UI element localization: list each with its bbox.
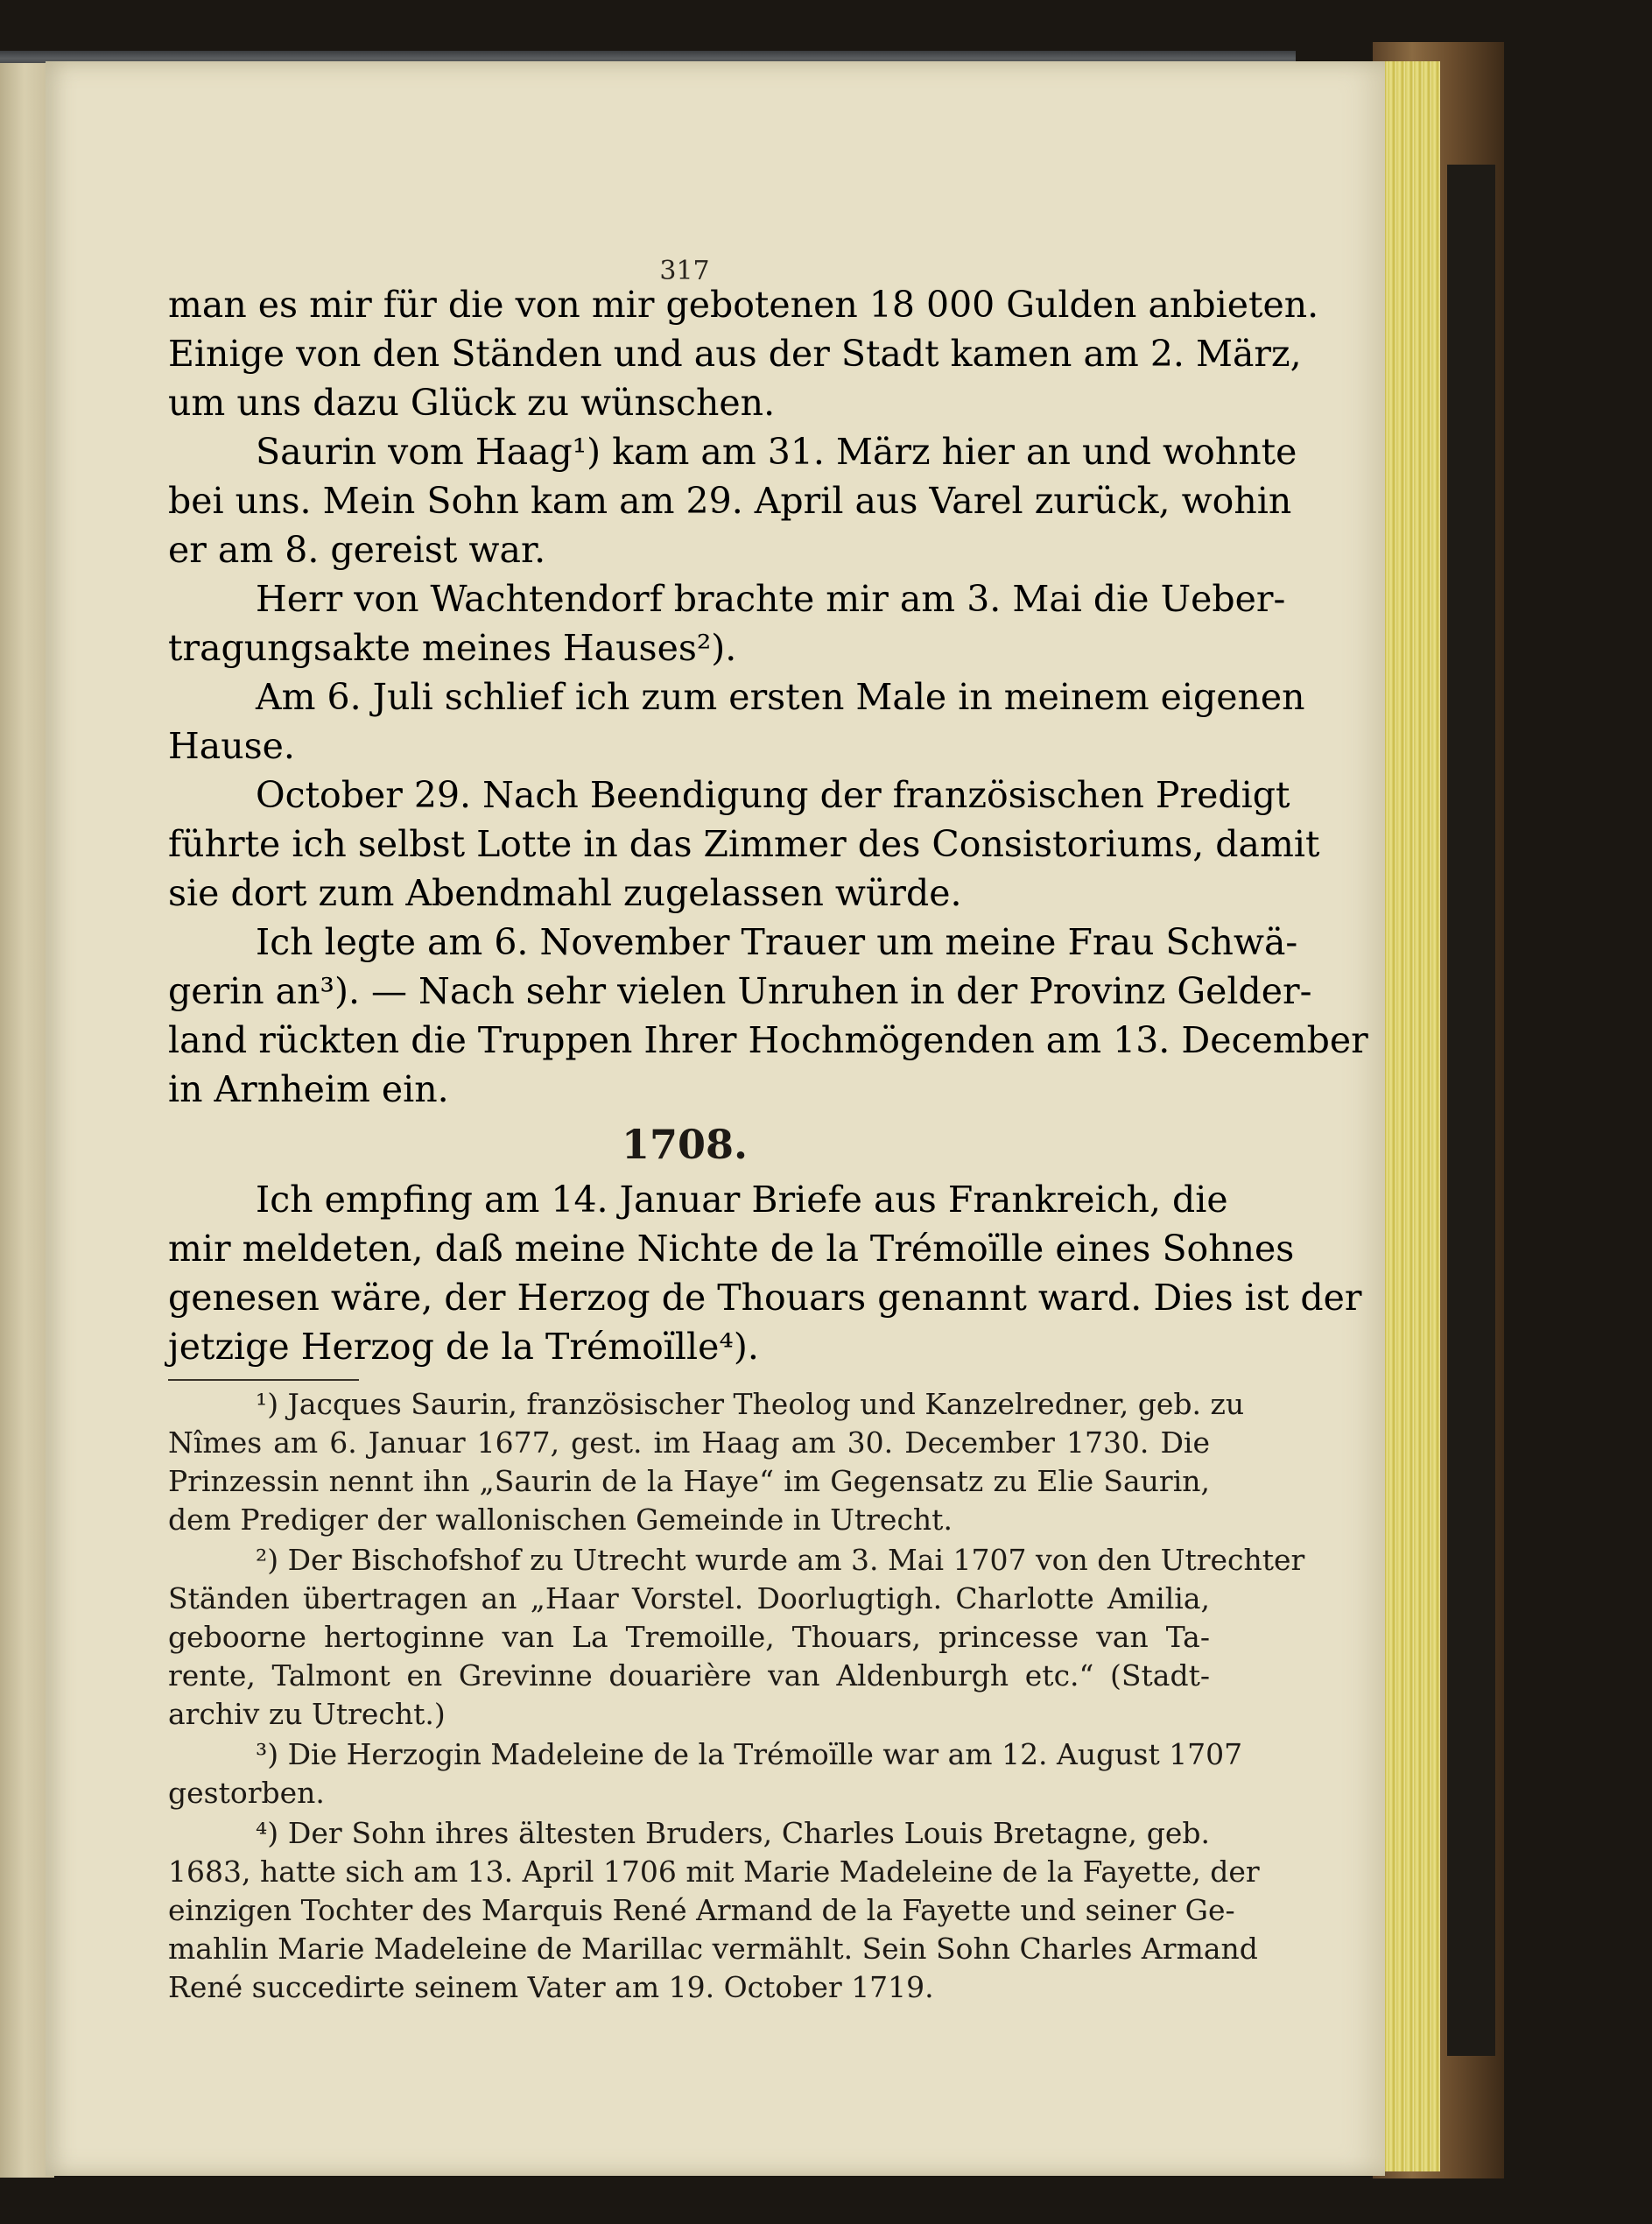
body-line: genesen wäre, der Herzog de Thouars genannt ward. Dies ist der — [168, 1277, 1362, 1319]
gilt-page-edges — [1379, 61, 1440, 2171]
body-line: mir meldeten, daß meine Nichte de la Trémoïlle eines Sohnes — [168, 1228, 1295, 1270]
body-line: tragungsakte meines Hauses²). — [168, 627, 737, 669]
footnote-line: ²) Der Bischofshof zu Utrecht wurde am 3. Mai 1707 von den Utrechter — [256, 1543, 1305, 1577]
page-number: 317 — [659, 256, 710, 286]
footnote-rule — [168, 1379, 359, 1381]
footnote-line: Nîmes am 6. Januar 1677, gest. im Haag am 30. December 1730. Die — [168, 1425, 1210, 1460]
body-line: man es mir für die von mir gebotenen 18 000 Gulden anbieten. — [168, 284, 1319, 326]
footnote-line: ⁴) Der Sohn ihres ältesten Bruders, Charles Louis Bretagne, geb. — [256, 1816, 1210, 1850]
body-line: führte ich selbst Lotte in das Zimmer des Consistoriums, damit — [168, 823, 1320, 865]
body-line: Hause. — [168, 725, 295, 767]
body-line: Am 6. Juli schlief ich zum ersten Male in meinem eigenen — [256, 676, 1305, 718]
footnote-line: mahlin Marie Madeleine de Marillac vermählt. Sein Sohn Charles Armand — [168, 1932, 1258, 1966]
footnote-line: René succedirte seinem Vater am 19. October 1719. — [168, 1970, 934, 2004]
footnote-line: dem Prediger der wallonischen Gemeinde in Utrecht. — [168, 1503, 953, 1537]
body-line: gerin an³). — Nach sehr vielen Unruhen in der Provinz Gelder- — [168, 970, 1312, 1012]
body-line: er am 8. gereist war. — [168, 529, 546, 571]
body-line: Ich legte am 6. November Trauer um meine Frau Schwä- — [256, 921, 1298, 963]
footnote-line: Prinzessin nennt ihn „Saurin de la Haye“ im Gegensatz zu Elie Saurin, — [168, 1464, 1210, 1498]
footnote-line: einzigen Tochter des Marquis René Armand de la Fayette und seiner Ge- — [168, 1893, 1235, 1927]
footnote-line: ¹) Jacques Saurin, französischer Theolog und Kanzelredner, geb. zu — [256, 1387, 1245, 1421]
footnote-line: 1683, hatte sich am 13. April 1706 mit Marie Madeleine de la Fayette, der — [168, 1855, 1260, 1889]
footnote-line: Ständen übertragen an „Haar Vorstel. Doorlugtigh. Charlotte Amilia, — [168, 1581, 1210, 1615]
footnote-line: archiv zu Utrecht.) — [168, 1697, 446, 1731]
body-line: in Arnheim ein. — [168, 1068, 449, 1110]
body-line: Ich empfing am 14. Januar Briefe aus Frankreich, die — [256, 1179, 1228, 1221]
body-line: sie dort zum Abendmahl zugelassen würde. — [168, 872, 962, 914]
body-line: um uns dazu Glück zu wünschen. — [168, 382, 776, 424]
footnote-line: gestorben. — [168, 1776, 325, 1810]
body-line: jetzige Herzog de la Trémoïlle⁴). — [168, 1326, 759, 1368]
footnote-line: rente, Talmont en Grevinne douarière van Aldenburgh etc.“ (Stadt- — [168, 1658, 1210, 1693]
body-line: October 29. Nach Beendigung der französischen Predigt — [256, 774, 1290, 816]
footnote-line: geboorne hertoginne van La Tremoille, Thouars, princesse van Ta- — [168, 1620, 1210, 1654]
book-page — [46, 61, 1385, 2176]
body-line: land rückten die Truppen Ihrer Hochmögenden am 13. December — [168, 1019, 1368, 1061]
year-heading: 1708. — [621, 1121, 749, 1168]
footnote-line: ³) Die Herzogin Madeleine de la Trémoïlle war am 12. August 1707 — [256, 1737, 1243, 1771]
body-line: Herr von Wachtendorf brachte mir am 3. Mai die Ueber- — [256, 578, 1286, 620]
body-line: Saurin vom Haag¹) kam am 31. März hier an und wohnte — [256, 431, 1297, 473]
body-line: bei uns. Mein Sohn kam am 29. April aus Varel zurück, wohin — [168, 480, 1292, 522]
body-line: Einige von den Ständen und aus der Stadt kamen am 2. März, — [168, 333, 1302, 375]
